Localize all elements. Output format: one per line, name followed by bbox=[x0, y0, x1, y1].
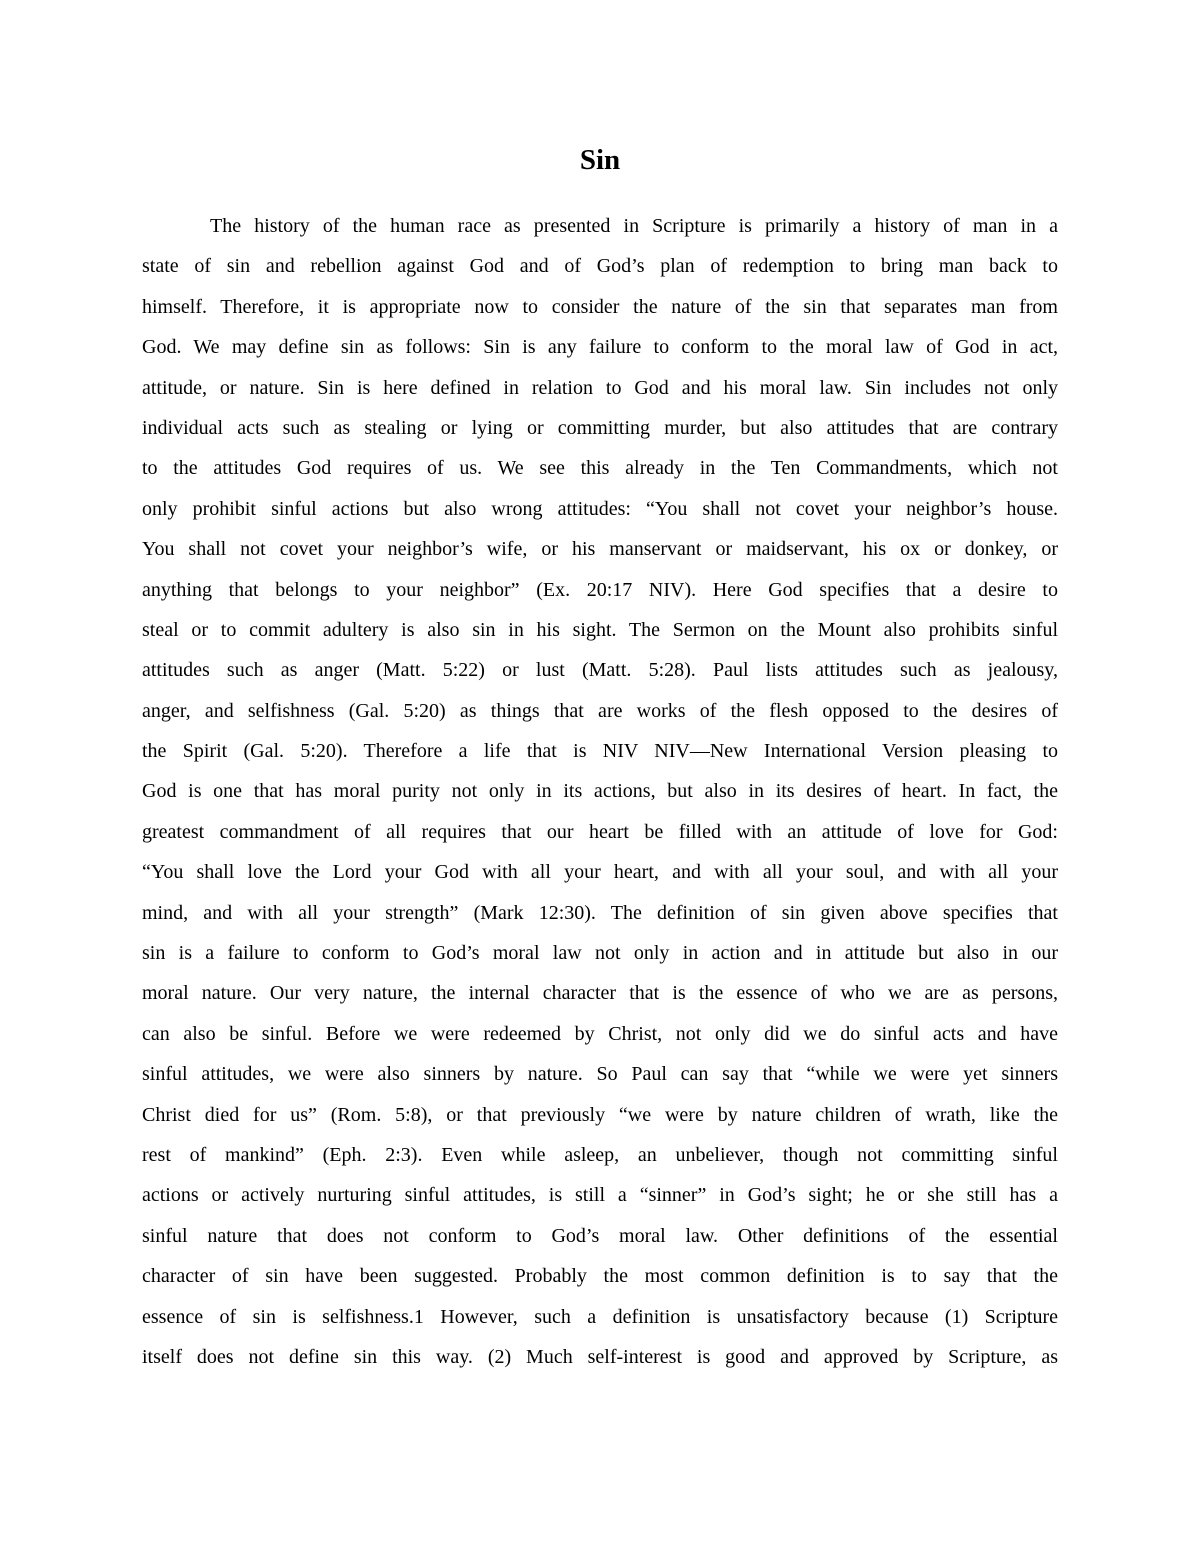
text-line: attitude, or nature. Sin is here defined in relation to God and his moral law. Sin includes not only bbox=[142, 376, 1058, 399]
text-line: state of sin and rebellion against God and of God’s plan of redemption to bring man back to bbox=[142, 255, 1058, 278]
text-line: “You shall love the Lord your God with all your heart, and with all your soul, and with all your bbox=[142, 861, 1058, 884]
text-line: moral nature. Our very nature, the internal character that is the essence of who we are as persons, bbox=[142, 982, 1058, 1005]
text-line: steal or to commit adultery is also sin in his sight. The Sermon on the Mount also prohibits sinful bbox=[142, 618, 1058, 641]
text-line: mind, and with all your strength” (Mark 12:30). The definition of sin given above specifies that bbox=[142, 901, 1058, 924]
text-line: to the attitudes God requires of us. We see this already in the Ten Commandments, which not bbox=[142, 457, 1058, 480]
text-line: rest of mankind” (Eph. 2:3). Even while asleep, an unbeliever, though not committing sinful bbox=[142, 1143, 1058, 1166]
body-paragraph bbox=[142, 206, 1058, 1377]
page-title: Sin bbox=[579, 144, 621, 176]
text-line: sin is a failure to conform to God’s moral law not only in action and in attitude but also in our bbox=[142, 942, 1058, 965]
text-line: sinful nature that does not conform to God’s moral law. Other definitions of the essential bbox=[142, 1224, 1058, 1247]
text-line: himself. Therefore, it is appropriate now to consider the nature of the sin that separates man from bbox=[142, 295, 1058, 318]
text-line: the Spirit (Gal. 5:20). Therefore a life that is NIV NIV—New International Version pleasing to bbox=[142, 740, 1058, 763]
text-line: attitudes such as anger (Matt. 5:22) or lust (Matt. 5:28). Paul lists attitudes such as jealousy, bbox=[142, 659, 1058, 682]
text-line: God. We may define sin as follows: Sin is any failure to conform to the moral law of God in act, bbox=[142, 336, 1058, 359]
text-line: God is one that has moral purity not only in its actions, but also in its desires of heart. In fact, the bbox=[142, 780, 1058, 803]
text-line: Christ died for us” (Rom. 5:8), or that previously “we were by nature children of wrath, like the bbox=[142, 1103, 1058, 1126]
text-line: You shall not covet your neighbor’s wife, or his manservant or maidservant, his ox or donkey, or bbox=[142, 538, 1058, 561]
text-line: anger, and selfishness (Gal. 5:20) as things that are works of the flesh opposed to the desires of bbox=[142, 699, 1058, 722]
text-line: can also be sinful. Before we were redeemed by Christ, not only did we do sinful acts and have bbox=[142, 1022, 1058, 1045]
text-line: The history of the human race as presented in Scripture is primarily a history of man in a bbox=[210, 215, 1058, 237]
text-line: sinful attitudes, we were also sinners by nature. So Paul can say that “while we were yet sinners bbox=[142, 1063, 1058, 1086]
text-line: greatest commandment of all requires that our heart be filled with an attitude of love for God: bbox=[142, 820, 1058, 843]
text-line: individual acts such as stealing or lying or committing murder, but also attitudes that are contrary bbox=[142, 416, 1058, 439]
text-line: character of sin have been suggested. Probably the most common definition is to say that the bbox=[142, 1265, 1058, 1288]
text-line: anything that belongs to your neighbor” (Ex. 20:17 NIV). Here God specifies that a desire to bbox=[142, 578, 1058, 601]
text-line: actions or actively nurturing sinful attitudes, is still a “sinner” in God’s sight; he or she still has a bbox=[142, 1184, 1058, 1207]
text-line: only prohibit sinful actions but also wrong attitudes: “You shall not covet your neighbor’s house. bbox=[142, 497, 1058, 520]
text-line: essence of sin is selfishness.1 However, such a definition is unsatisfactory because (1) Scripture bbox=[142, 1305, 1058, 1328]
text-line: itself does not define sin this way. (2) Much self-interest is good and approved by Scripture, as bbox=[142, 1345, 1058, 1368]
